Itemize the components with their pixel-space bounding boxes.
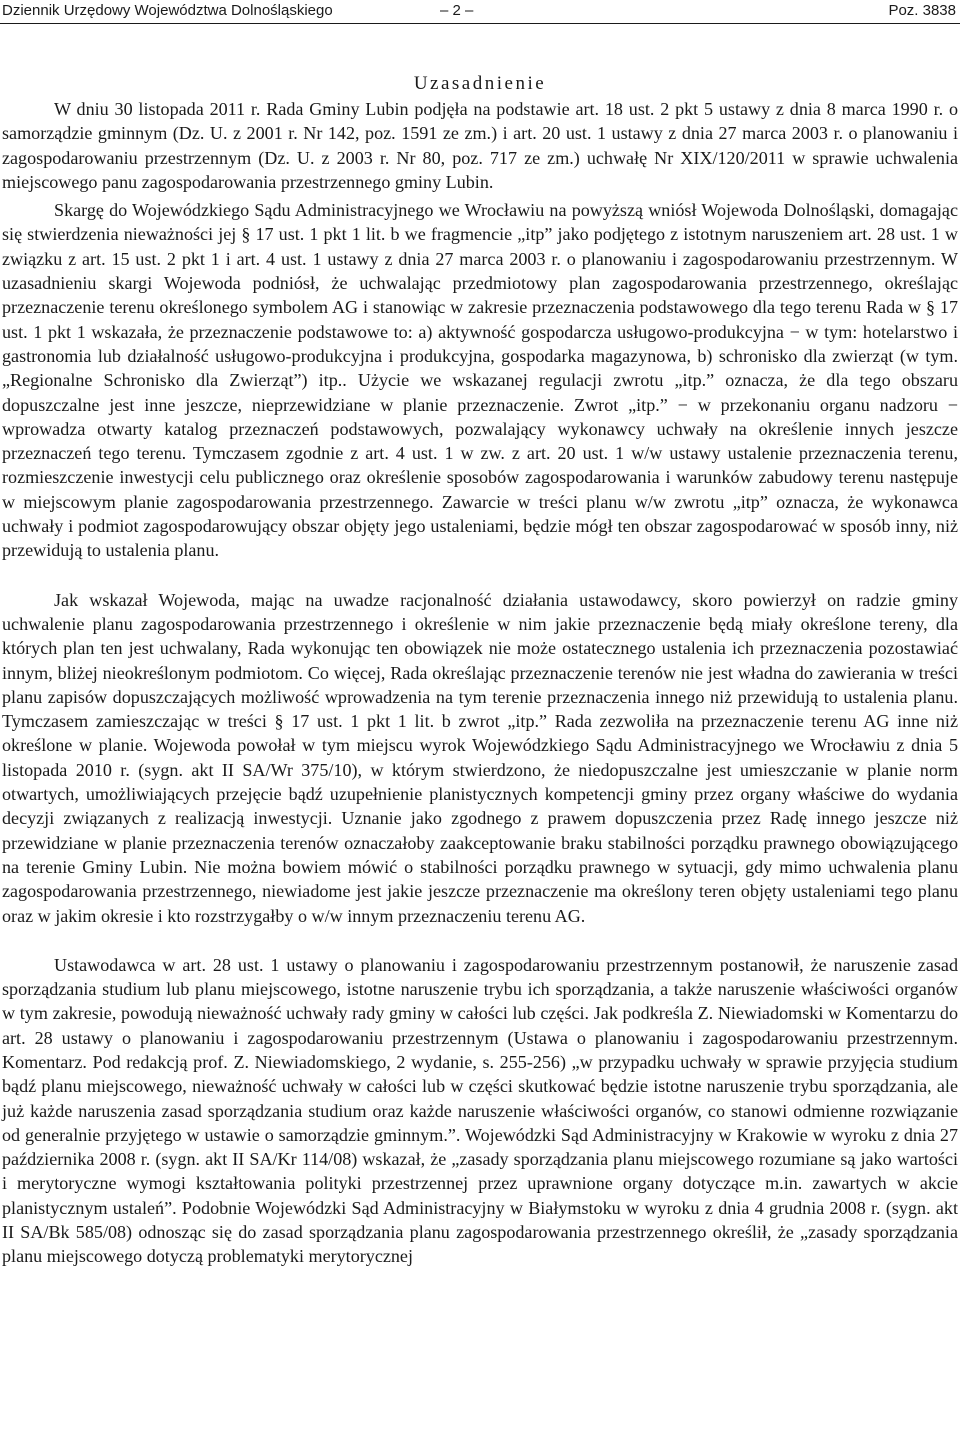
paragraph-4: Ustawodawca w art. 28 ust. 1 ustawy o planowaniu i zagospodarowaniu przestrzennym postanowił, że naruszenie zasad sporządzania studium lub planu miejscowego, istotne naruszenie trybu ich sporządzania, a także naruszenie właściwości organów w tym zakresie, powodują nieważność uchwały rady gminy w całości lub części. Jak podkreśla Z. Niewiadomski w Komentarzu do art. 28 ustawy o planowaniu i zagospodarowaniu przestrzennym (Ustawa o planowaniu i zagospodarowaniu przestrzennym. Komentarz. Pod redakcją prof. Z. Niewiadomskiego, 2 wydanie, s. 255-256) „w przypadku uchwały w sprawie przyjęcia studium bądź planu miejscowego, nieważność uchwały w całości lub w części skutkować będzie istotne naruszenie trybu sporządzania, ale już każde naruszenia zasad sporządzania studium oraz każde naruszenie właściwości organów, co stanowi odmienne rozwiązanie od generalnie przyjętego w ustawie o samorządzie gminnym.”. Wojewódzki Sąd Administracyjny w Krakowie w wyroku z dnia 27 października 2008 r. (sygn. akt II SA/Kr 114/08) wskazał, że „zasady sporządzania planu miejscowego rozumiane są jako wartości i merytoryczne wymogi kształtowania polityki przestrzennej przez uprawnione organy dotyczące m.in. zawartych w akcie planistycznym ustaleń”. Podobnie Wojewódzki Sąd Administracyjny w Białymstoku w wyroku z dnia 4 grudnia 2008 r. (sygn. akt II SA/Bk 585/08) odnosząc się do zasad sporządzania planu zagospodarowania przestrzennego określił, że „zasady sporządzania planu miejscowego dotyczą problematyki merytorycznej <box>2 954 958 1267</box>
page-header <box>0 0 960 22</box>
paragraph-2: Skargę do Wojewódzkiego Sądu Administracyjnego we Wrocławiu na powyższą wniósł Wojewoda Dolnośląski, domagając się stwierdzenia nieważności jej § 17 ust. 1 pkt 1 lit. b we fragmencie „itp” jako podjętego z istotnym naruszeniem art. 28 ust. 1 w związku z art. 15 ust. 2 pkt 1 i art. 4 ust. 1 ustawy z dnia 27 marca 2003 r. o planowaniu i zagospodarowaniu przestrzennym. W uzasadnieniu skargi Wojewoda podniósł, że uchwalając przedmiotowy plan zagospodarowania przestrzennego, określając przeznaczenie terenu określonego symbolem AG i stanowiąc w zakresie przeznaczenia podstawowego dla tego terenu Rada w § 17 ust. 1 pkt 1 wskazała, że przeznaczenie podstawowe to: a) aktywność gospodarcza usługowo-produkcyjna − w tym: hotelarstwo i gastronomia lub działalność usługowo-produkcyjna i produkcyjna, gospodarka magazynowa, b) schronisko dla zwierząt (w tym. „Regionalne Schronisko dla Zwierząt”) itp.. Użycie we wskazanej regulacji zwrotu „itp.” oznacza, że dla tego obszaru dopuszczalne jest inne jeszcze, nieprzewidziane w planie przeznaczenie. Zwrot „itp.” − w przekonaniu organu nadzoru − wprowadza otwarty katalog przeznaczeń podstawowych, pozwalający wykonawcy uchwały na określenie innych jeszcze przeznaczeń tego terenu. Tymczasem zgodnie z art. 4 ust. 1 w zw. z art. 20 ust. 1 w/w ustawy ustalenie przeznaczenia terenu, rozmieszczenie inwestycji celu publicznego oraz określenie sposobów zagospodarowania i warunków zabudowy terenu następuje w miejscowym planie zagospodarowania przestrzennego. Zawarcie w treści planu w/w zwrotu „itp” oznacza, że wykonawca uchwały i podmiot zagospodarowujący obszar objęty jego ustaleniami, będzie mógł ten obszar zagospodarować w sposób inny, niż przewidują to ustalenia planu. <box>2 200 958 561</box>
position-number: Poz. 3838 <box>888 2 956 19</box>
document-title: Uzasadnienie <box>413 73 547 94</box>
journal-title: Dziennik Urzędowy Województwa Dolnośląskiego <box>2 2 333 19</box>
header-divider <box>0 23 960 24</box>
paragraph-3: Jak wskazał Wojewoda, mając na uwadze racjonalność działania ustawodawcy, skoro powierzył on radzie gminy uchwalenie planu zagospodarowania przestrzennego i określenie w nim jakie przeznaczenie będą miały określone tereny, dla których plan ten jest uchwalany, Rada wykonując ten obowiązek nie może ostatecznego ustalenia ich przeznaczenia pozostawiać innym, bliżej nieokreślonym podmiotom. Co więcej, Rada określając przeznaczenie terenów nie jest władna do zawierania w treści planu zapisów dopuszczających możliwość wprowadzenia na tym terenie przeznaczenia innego niż przewidują to ustalenia planu. Tymczasem zamieszczając w treści § 17 ust. 1 pkt 1 lit. b zwrot „itp.” Rada zezwoliła na przeznaczenie terenu AG inne niż określone w planie. Wojewoda powołał w tym miejscu wyrok Wojewódzkiego Sądu Administracyjnego we Wrocławiu z dnia 5 listopada 2010 r. (sygn. akt II SA/Wr 375/10), w którym stwierdzono, że niedopuszczalne jest umieszczanie w planie norm otwartych, umożliwiających przejęcie bądź uzupełnienie planistycznych kompetencji gminy przez organy właściwe do wydania decyzji związanych z realizacją inwestycji. Uznanie jako zgodnego z prawem dopuszczenia przez Radę innego jeszcze niż przewidziane w planie przeznaczenia terenów oznaczałoby zaakceptowanie braku stabilności porządku prawnego obowiązującego na terenie Gminy Lubin. Nie można bowiem mówić o stabilności porządku prawnego w sytuacji, gdy mimo uchwalenia planu zagospodarowania przestrzennego, niewiadome jest jakie jeszcze przeznaczenie ma określony teren objęty ustaleniami tego planu oraz w jakim okresie i kto rozstrzygałby o w/w innym przeznaczeniu terenu AG. <box>2 589 958 926</box>
page-number: – 2 – <box>440 2 474 19</box>
document-body <box>2 64 958 1269</box>
paragraph-1: W dniu 30 listopada 2011 r. Rada Gminy Lubin podjęła na podstawie art. 18 ust. 2 pkt 5 ustawy z dnia 8 marca 1990 r. o samorządzie gminnym (Dz. U. z 2001 r. Nr 142, poz. 1591 ze zm.) i art. 20 ust. 1 ustawy z dnia 27 marca 2003 r. o planowaniu i zagospodarowaniu przestrzennym (Dz. U. z 2003 r. Nr 80, poz. 717 ze zm.) uchwałę Nr XIX/120/2011 w sprawie uchwalenia miejscowego panu zagospodarowania przestrzennego gminy Lubin. <box>2 99 958 192</box>
